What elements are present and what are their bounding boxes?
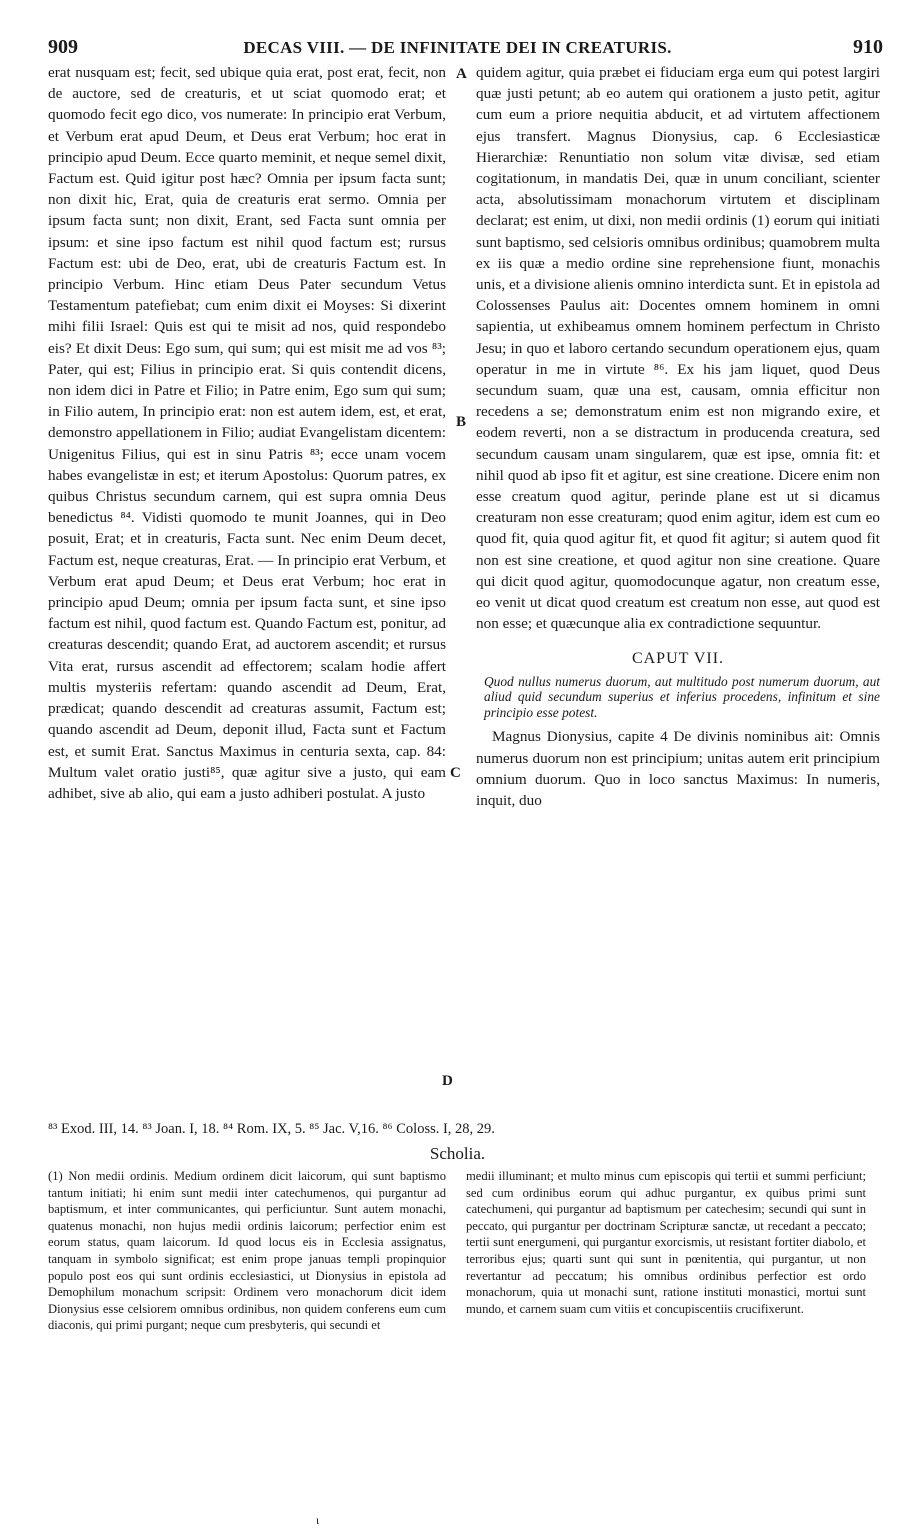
scholia-title: Scholia. [429, 1144, 486, 1163]
margin-letter-c: C [450, 765, 461, 781]
stray-mark: ι [316, 1513, 320, 1527]
left-column-paragraph: erat nusquam est; fecit, sed ubique quia erat, post erat, fecit, non de auctore, sed de creaturis, et ut sciat quomodo erat; et quomodo fecit ego dico, vos numerate: In principio erat Verbum, et Verbum erat apud Deum, et Deus erat Verbum; hoc erat in principio apud Deum. Ecce quarto meminit, et neque semel dixit, Factum est. Quid igitur post hæc? Omnia per ipsum facta sunt; non dixit hic, Erat, quia de creaturis erat sermo. Omnia per ipsum facta sunt; non dixit, Erant, sed Facta sunt omnia per ipsum: et sine ipso factum est nihil quod factum est; rursus Factum est: ubi de Deo, erat, ubi de creaturis Factum est. In principio Verbum. Hinc etiam Deus Pater secundum Vetus Testamentum patefiebat; cum enim dixit ei Moyses: Si dixerint mihi filii Israel: Quis est qui te misit ad nos, quid respondebo eis? Et dixit Deus: Ego sum, qui sum; qui est misit me ad vos ⁸³; Pater, qui est; Filius in principio erat. Si quis contendit dicens, non idem dici in Patre et Filio; in Patre enim, Ego sum qui sum; in Filio autem, In principio erat: non est autem idem, est, et erat, demonstro appellationem in Filio; audiat Evangelistam dicentem: Unigenitus Filius, qui est in sinu Patris ⁸³; ecce unam vocem habes evangelistæ in est; et iterum Apostolus: Quorum patres, ex quibus Christus secundum carnem, qui est supra omnia Deus benedictus ⁸⁴. Vidisti quomodo te munit Joannes, qui in Deo posuit, Erat; et in creaturis, Facta sunt. Nec enim Deum decet, Factum est, neque creaturas, Erat. — In principio erat Verbum, et Verbum erat apud Deum; et Deus erat Verbum; hoc erat in principio apud Deum; omnia per ipsum facta sunt, et sine ipso factum est nihil, quod factum est. Quando Factum est, ponitur, ad creaturas descendit; quando Erat, ad auctorem ascendit; et rursus Vita erat, rursus ascendit ad effectorem; scalam hodie affert multis mysteriis refertam: quando ascendit ad Deum, Erat, prædicat; quando descendit ad creaturas assumit, Factum est; quando ascendit ad Deum, deponit illud, Facta sunt et Factum est, et sumit Erat. Sanctus Maximus in centuria sexta, cap. 84: Multum valet oratio justi⁸⁵, quæ agitur sive a justo, qui eam adhibet, sive ab alio, qui eam a justo adhiberi postulat. A justo [48, 64, 446, 802]
scholia-left-text: (1) Non medii ordinis. Medium ordinem dicit laicorum, qui sunt baptismo tantum initiati; hi enim sunt medii inter catechumenos, qui purgantur ad baptismum, et inter communicantes, qui perficiuntur. Sunt autem monachi, quatenus monachi, non hujus medii ordinis laicorum; perfectior enim est eorum status, quam laicorum. Id quod locus eis in Ecclesia assignatus, tanquam in symbolo significat; est enim prope januas templi propinquior populo post eos qui sunt ordinis ecclesiastici, ut Dionysius in epistola ad Demophilum monachum scripsit: Ordinem vero monachorum dicit idem Dionysius esse celsiorem omnibus ordinibus, non quidem conferens eum cum diaconis, qui primi purgant; neque cum presbyteris, qui secundi et [48, 1169, 446, 1333]
chapter-summary: Quod nullus numerus duorum, aut multitudo post numerum duorum, aut aliud quid secundum superius et inferius procedens, infinitum et sine principio esse potest. [484, 673, 880, 720]
right-column-paragraph-2: Magnus Dionysius, capite 4 De divinis nominibus ait: Omnis numerus duorum non est principium; unitas autem erit principium omnium duorum. Quo in loco sanctus Maximus: In numeris, inquit, duo [476, 728, 880, 810]
page-header [0, 36, 915, 58]
margin-letter-a: A [456, 66, 467, 82]
margin-letter-b: B [456, 414, 467, 430]
page-number-right: 910 [853, 36, 883, 58]
right-text-column [476, 62, 880, 811]
page-number-left: 909 [48, 36, 78, 58]
scholia-right-column [466, 1168, 866, 1317]
scholia-right-text: medii illuminant; et multo minus cum episcopis qui tertii et summi perficiunt; sed cum ordinibus eorum qui adhuc purgantur, ex quibus primi sunt catechumeni, qui purgantur ad baptismum per catechesim; secundi qui sunt in peccato, qui purgantur per doctrinam Scripturæ sanctæ, ut recedant a peccato; tertii sunt energumeni, qui purgantur exorcismis, ut resistant fortiter diabolo, et terroribus ejus; quarti sunt qui sunt in pœnitentia, qui purgantur, ut non revertantur ad peccatum; his omnibus ordinibus perfectior est ordo monachorum, quia ut monachi sunt, ratione instituti monastici, mortui sunt mundo, et carnem suam cum vitiis et concupiscentiis crucifixerunt. [466, 1169, 866, 1316]
running-title: DECAS VIII. — DE INFINITATE DEI IN CREATURIS. [243, 38, 672, 57]
footnotes: ⁸³ Exod. III, 14. ⁸³ Joan. I, 18. ⁸⁴ Rom. IX, 5. ⁸⁵ Jac. V,16. ⁸⁶ Coloss. I, 28, 29. [48, 1121, 495, 1137]
right-column-paragraph-1: quidem agitur, quia præbet ei fiduciam erga eum qui potest largiri quæ justi petunt; ab eo autem qui orationem a justo petit, agitur cum eum a priore nequitia abducit, et ad virtutem affectionem ejus transfert. Magnus Dionysius, cap. 6 Ecclesiasticæ Hierarchiæ: Renuntiatio non solum vitæ divisæ, sed etiam cogitationum, in mandatis Dei, quæ in unum conciliant, scienter acta, absolutissimam monachorum virtutem et disciplinam declarat; est enim, ut dixi, non medii ordinis (1) eorum qui initiati sunt baptismo, sed celsioris omnibus ordinibus; quamobrem multa ex iis quæ a medio ordine sine reprehensione fiunt, monachis unis, et a divisione alienis omnino interdicta sunt. Et in epistola ad Colossenses Paulus ait: Docentes omnem hominem in omni sapientia, ut exhibeamus omnem hominem perfectum in Christo Jesu; in quo et laboro certando secundum operationem ejus, quam operatur in me in virtute ⁸⁶. Ex his jam liquet, quod Deus secundum suam, quæ una est, causam, omnia efficitur non recedens a se; demonstratum enim est non migrando exire, et eodem reverti, non a se distractum in producenda creatura, sed secundum causam unam singularem, quæ est ipse, omnia fit: et nihil quod ab ipso fit et agitur, est sine creatione. Dicere enim non esse creatum quod agitur, perinde plane est ut si dicamus creaturam non esse creaturam; quod enim agitur, idem est cum eo quod fit, quia quod agitur fit, et quod fit agitur; si autem quod fit non est sine creatione, et quod agitur non sine creatione. Quare qui dicit quod agitur, quomodocunque agatur, non creatum esse, eo venit ut dicat quod creatum est creatum non esse, aut quod est non esse; et quæcunque alia ex contradictione sequuntur. [476, 64, 880, 633]
scholia-left-column [48, 1168, 446, 1334]
margin-letter-d: D [442, 1073, 453, 1089]
left-text-column [48, 62, 446, 804]
chapter-heading: CAPUT VII. [631, 650, 725, 668]
